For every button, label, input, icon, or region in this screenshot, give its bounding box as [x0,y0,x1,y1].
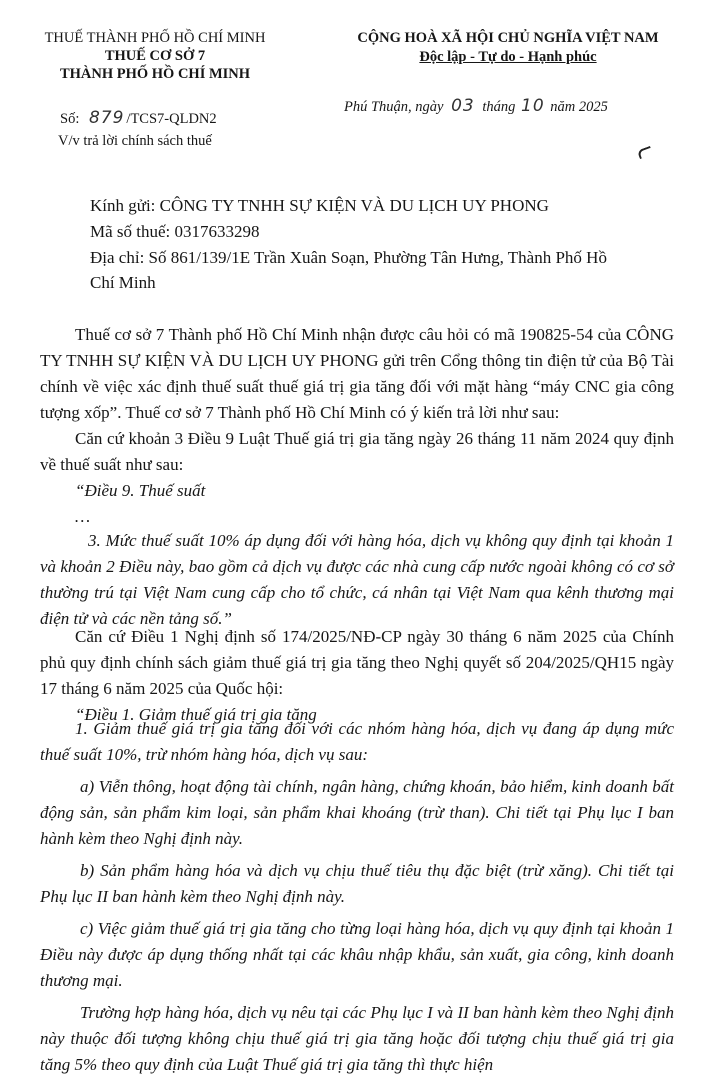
body-block-3 [40,624,674,728]
body-block-1 [40,322,674,530]
legal-basis-paragraph-1: Căn cứ khoản 3 Điều 9 Luật Thuế giá trị gia tăng ngày 26 tháng 11 năm 2024 quy định về thuế suất như sau: [40,429,674,474]
document-date [344,96,608,116]
article-9-title: “Điều 9. Thuế suất [75,481,206,500]
date-month-label: tháng [482,99,516,115]
body-block-4 [40,716,674,1078]
agency-parent: THUẾ THÀNH PHỐ HỒ CHÍ MINH [44,30,266,46]
address-line-continued: Chí Minh [90,273,156,292]
document-number-suffix: /TCS7-QLDN2 [126,111,217,127]
address-line: Địa chỉ: Số 861/139/1E Trần Xuân Soạn, Phường Tân Hưng, Thành Phố Hồ [90,248,607,267]
tax-code-line: Mã số thuế: 0317633298 [90,222,260,241]
agency-name-line1: THUẾ CƠ SỞ 7 [104,48,206,64]
national-motto: Độc lập - Tự do - Hạnh phúc [419,49,597,65]
document-number-handwritten: 879 [88,108,125,128]
intro-paragraph: Thuế cơ sở 7 Thành phố Hồ Chí Minh nhận được câu hỏi có mã 190825-54 của CÔNG TY TNHH SỰ KIỆN VÀ DU LỊCH UY PHONG gửi trên Cổng thông tin điện tử của Bộ Tài chính về việc xác định thuế suất thuế giá trị gia tăng đối với mặt hàng “máy CNC gia công tượng xốp”. Thuế cơ sở 7 Thành phố Hồ Chí Minh có ý kiến trả lời như sau: [40,325,674,422]
article-1-title: “Điều 1. Giảm thuế giá trị gia tăng [75,705,317,724]
document-subject: V/v trả lời chính sách thuế [58,133,212,149]
document-number [60,108,217,128]
article-9-clause-3: 3. Mức thuế suất 10% áp dụng đối với hàng hóa, dịch vụ không quy định tại khoản 1 và khoản 2 Điều này, bao gồm cả dịch vụ được các nhà cung cấp nước ngoài không có cơ sở thường trú tại Việt Nam cung cấp cho tổ chức, cá nhân tại Việt Nam qua kênh thương mại điện tử và các nền tảng số.” [40,531,674,628]
article-1-clause-1: 1. Giảm thuế giá trị gia tăng đối với các nhóm hàng hóa, dịch vụ đang áp dụng mức thuế suất 10%, trừ nhóm hàng hóa, dịch vụ sau: [40,719,674,764]
ellipsis: … [75,507,91,526]
body-block-2 [40,528,674,632]
agency-name-line2: THÀNH PHỐ HỒ CHÍ MINH [59,66,251,82]
date-day: 03 [451,96,475,116]
legal-basis-paragraph-2: Căn cứ Điều 1 Nghị định số 174/2025/NĐ-CP ngày 30 tháng 6 năm 2025 của Chính phủ quy định chính sách giảm thuế giá trị gia tăng theo Nghị quyết số 204/2025/QH15 ngày 17 tháng 6 năm 2025 của Quốc hội: [40,627,674,698]
country-name: CỘNG HOÀ XÃ HỘI CHỦ NGHĨA VIỆT NAM [357,30,659,46]
pen-mark [637,146,653,159]
item-b: b) Sản phẩm hàng hóa và dịch vụ chịu thuế tiêu thụ đặc biệt (trừ xăng). Chi tiết tại Phụ lục II ban hành kèm theo Nghị định này. [40,861,674,906]
item-c: c) Việc giảm thuế giá trị gia tăng cho từng loại hàng hóa, dịch vụ quy định tại khoản 1 Điều này được áp dụng thống nhất tại các khâu nhập khẩu, sản xuất, gia công, kinh doanh thương mại. [40,919,674,990]
date-month: 10 [521,96,545,116]
case-paragraph: Trường hợp hàng hóa, dịch vụ nêu tại các Phụ lục I và II ban hành kèm theo Nghị định này thuộc đối tượng không chịu thuế giá trị gia tăng hoặc đối tượng chịu thuế giá trị gia tăng 5% theo quy định của Luật Thuế giá trị gia tăng thì thực hiện [40,1003,674,1074]
item-a: a) Viễn thông, hoạt động tài chính, ngân hàng, chứng khoán, bảo hiểm, kinh doanh bất động sản, sản phẩm kim loại, sản phẩm khai khoáng (trừ than). Chi tiết tại Phụ lục I ban hành kèm theo Nghị định này. [40,777,674,848]
recipient-line: Kính gửi: CÔNG TY TNHH SỰ KIỆN VÀ DU LỊCH UY PHONG [90,196,549,215]
date-prefix: Phú Thuận, ngày [344,99,444,115]
document-number-prefix: Số: [60,111,80,127]
date-year: năm 2025 [550,99,608,115]
